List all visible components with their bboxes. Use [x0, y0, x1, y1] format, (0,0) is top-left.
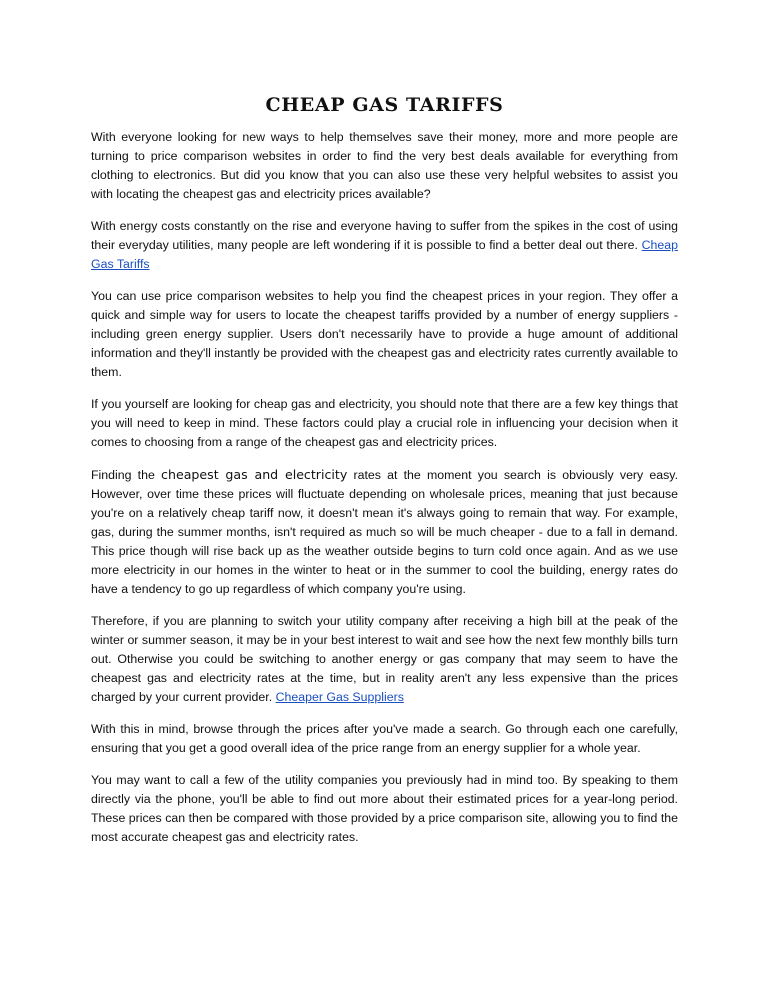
paragraph-2: [91, 217, 678, 274]
paragraph-6: [91, 612, 678, 707]
paragraph-2-text: With energy costs constantly on the rise and everyone having to suffer from the spikes in the cost of using their everyday utilities, many people are left wondering if it is possible to find a better deal out there.: [91, 219, 678, 252]
paragraph-5: [91, 465, 678, 599]
paragraph-5-highlight: cheapest gas and electricity: [161, 467, 348, 482]
paragraph-3: You can use price comparison websites to help you find the cheapest prices in your region. They offer a quick and simple way for users to locate the cheapest tariffs provided by a number of energy suppliers - including green energy supplier. Users don't necessarily have to provide a huge amount of additional information and they'll instantly be provided with the cheapest gas and electricity rates currently available to them.: [91, 289, 678, 379]
cheaper-gas-suppliers-link[interactable]: Cheaper Gas Suppliers: [275, 690, 404, 704]
paragraph-7: With this in mind, browse through the prices after you've made a search. Go through each one carefully, ensuring that you get a good overall idea of the price range from an energy supplier for a whole year.: [91, 722, 678, 755]
document-title: CHEAP GAS TARIFFS: [265, 94, 504, 116]
paragraph-4: If you yourself are looking for cheap gas and electricity, you should note that there are a few key things that you will need to keep in mind. These factors could play a crucial role in influencing your decision when it comes to choosing from a range of the cheapest gas and electricity prices.: [91, 397, 678, 449]
document-page: [91, 92, 678, 860]
cheap-gas-tariffs-link[interactable]: Cheap Gas Tariffs: [91, 238, 678, 271]
paragraph-6-text: Therefore, if you are planning to switch your utility company after receiving a high bill at the peak of the winter or summer season, it may be in your best interest to wait and see how the next few monthly bills turn out. Otherwise you could be switching to another energy or gas company that may seem to have the cheapest gas and electricity rates at the time, but in reality aren't any less expensive than the prices charged by your current provider.: [91, 614, 678, 704]
paragraph-5-start: Finding the: [91, 468, 162, 482]
paragraph-1: With everyone looking for new ways to help themselves save their money, more and more people are turning to price comparison websites in order to find the very best deals available for everything from clothing to electronics. But did you know that you can also use these very helpful websites to assist you with locating the cheapest gas and electricity prices available?: [91, 130, 678, 201]
paragraph-5-rest: rates at the moment you search is obviously very easy. However, over time these prices will fluctuate depending on wholesale prices, meaning that just because you're on a relatively cheap tariff now, it doesn't mean it's always going to remain that way. For example, gas, during the summer months, isn't required as much so will be much cheaper - due to a fall in demand. This price though will rise back up as the weather outside begins to turn cold once again. And as we use more electricity in our homes in the winter to heat or in the summer to cool the building, energy rates do have a tendency to go up regardless of which company you're using.: [91, 468, 678, 596]
paragraph-8: You may want to call a few of the utility companies you previously had in mind too. By speaking to them directly via the phone, you'll be able to find out more about their estimated prices for a year-long period. These prices can then be compared with those provided by a price comparison site, allowing you to find the most accurate cheapest gas and electricity rates.: [91, 773, 678, 844]
